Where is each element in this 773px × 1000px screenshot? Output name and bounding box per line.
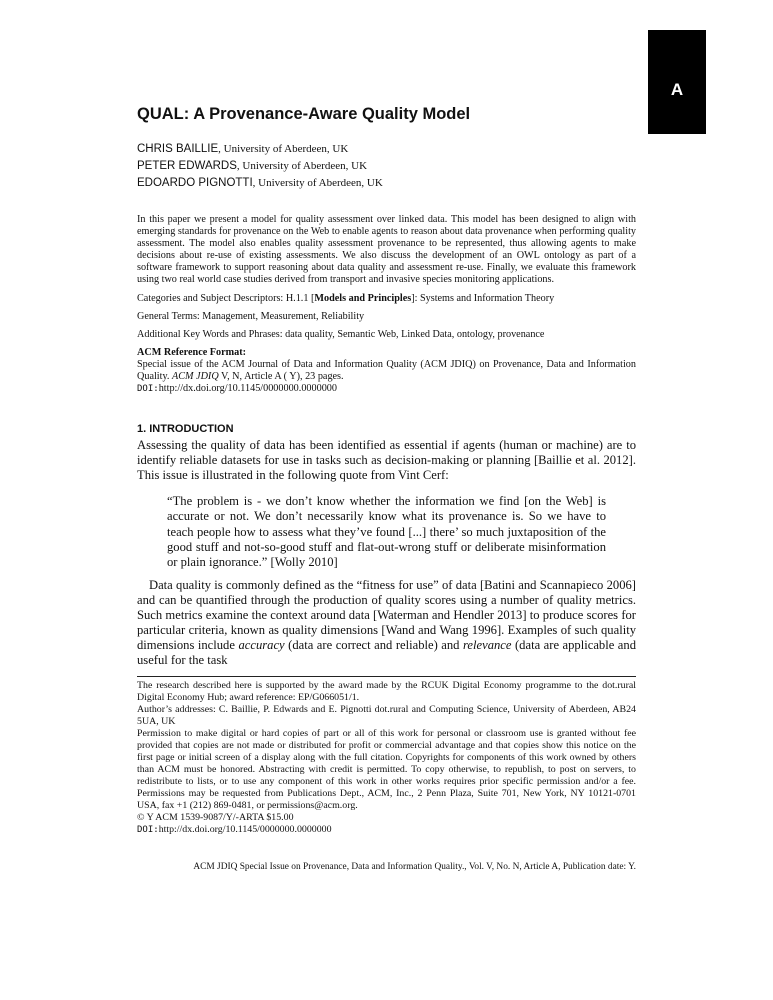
term-relevance: relevance: [463, 638, 512, 653]
footnote-doi: [137, 824, 636, 836]
reference-doi: [137, 383, 636, 395]
doi-link[interactable]: http://dx.doi.org/10.1145/0000000.0000000: [158, 824, 332, 835]
author-affiliation: , University of Aberdeen, UK: [218, 143, 349, 155]
author-name: PETER EDWARDS: [137, 160, 237, 172]
footnote-rule: [137, 676, 636, 677]
author-line: [137, 140, 383, 157]
intro-paragraph-1: Assessing the quality of data has been identified as essential if agents (human or machine) are to identify reliable datasets for use in tasks such as decision-making or planning [Baillie et al. 2012]. This issue is illustrated in the following quote from Vint Cerf:: [137, 438, 636, 482]
funding-note: The research described here is supported by the award made by the RCUK Digital Economy programme to the dot.rural Digital Economy Hub; award reference: EP/G066051/1.: [137, 680, 636, 703]
reference-text-a: Special issue of the ACM Journal of Data and Information Quality (ACM JDIQ) on Provenance, Data and Information Quality.: [137, 358, 636, 383]
reference-journal: ACM JDIQ: [172, 371, 219, 383]
categories-suffix: ]: Systems and Information Theory: [411, 292, 555, 304]
author-affiliation: , University of Aberdeen, UK: [236, 160, 368, 172]
author-name: EDOARDO PIGNOTTI: [137, 177, 253, 189]
abstract: In this paper we present a model for quality assessment over linked data. This model has been designed to align with emerging standards for provenance on the Web to enable agents to reason about data provenance when performing quality assessment. The model also enables quality assessment provenance to be represented, thus allowing agents to make decisions about re-use of existing assessments. We also discuss the development of an OWL ontology as part of a software framework to support reasoning about data quality and assessment re-use. Finally, we evaluate this framework using two real world case studies derived from transport and invasive species monitoring applications.: [137, 214, 636, 286]
front-matter: [137, 214, 636, 395]
author-affiliation: , University of Aberdeen, UK: [252, 177, 383, 189]
author-line: [137, 157, 383, 174]
introduction-body: [137, 438, 636, 668]
author-name: CHRIS BAILLIE: [137, 143, 219, 155]
section-heading: 1. INTRODUCTION: [137, 423, 234, 435]
addresses-note: Author’s addresses: C. Baillie, P. Edwards and E. Pignotti dot.rural and Computing Science, University of Aberdeen, AB24 5UA, UK: [137, 704, 636, 727]
doi-label: DOI:: [137, 384, 159, 395]
permission-note: Permission to make digital or hard copies of part or all of this work for personal or classroom use is granted without fee provided that copies are not made or distributed for profit or commercial advantage and that copies show this notice on the first page or initial screen of a display along with the full citation. Copyrights for components of this work owned by others than ACM must be honored. Abstracting with credit is permitted. To copy otherwise, to republish, to post on servers, to redistribute to lists, or to use any component of this work in other works requires prior specific permission and/or a fee. Permissions may be requested from Publications Dept., ACM, Inc., 2 Penn Plaza, Suite 701, New York, NY 10121-0701 USA, fax +1 (212) 869-0481, or permissions@acm.org.: [137, 728, 636, 811]
general-terms: General Terms: Management, Measurement, Reliability: [137, 310, 365, 322]
doi-link[interactable]: http://dx.doi.org/10.1145/0000000.0000000: [158, 383, 337, 395]
author-line: [137, 174, 383, 191]
paper-title: QUAL: A Provenance-Aware Quality Model: [137, 105, 471, 123]
categories-prefix: Categories and Subject Descriptors: H.1.1 [: [137, 292, 315, 304]
keywords: Additional Key Words and Phrases: data quality, Semantic Web, Linked Data, ontology, provenance: [137, 328, 545, 340]
intro-p2-a: Data quality is commonly defined as the “fitness for use” of data [Batini and Scannapieco 2006] and can be quantified through the production of quality scores using a number of quality metrics. Such metrics examine the context around data [Waterman and Hendler 2013] to produce scores for particular criteria, known as quality dimensions [Wand and Wang 1996]. Examples of such quality dimensions include: [137, 578, 636, 653]
reference-text-b: V, N, Article A ( Y), 23 pages.: [218, 371, 344, 383]
reference-format-heading: ACM Reference Format:: [137, 346, 246, 358]
article-tab: [648, 30, 706, 134]
footnotes: [137, 680, 636, 836]
intro-p2-b: (data are correct and reliable) and: [284, 638, 463, 653]
term-accuracy: accuracy: [238, 638, 285, 653]
author-list: [137, 140, 383, 191]
reference-format-text: [137, 359, 636, 383]
copyright-note: © Y ACM 1539-9087/Y/-ARTA $15.00: [137, 812, 294, 823]
categories-bold: Models and Principles: [314, 292, 412, 304]
doi-label: DOI:: [137, 825, 159, 835]
article-letter: A: [670, 80, 684, 99]
intro-p2-c: (data are applicable and useful for the task: [137, 638, 636, 668]
intro-paragraph-2: [137, 578, 636, 668]
categories: [137, 293, 636, 305]
cerf-quote: “The problem is - we don’t know whether the information we find [on the Web] is accurate or not. We don’t necessarily know what its provenance is. So we have to teach people how to assess what they’ve found [...] there’ so much juxtaposition of the good stuff and not-so-good stuff and flat-out-wrong stuff or deliberate misinformation or plain ignorance.” [Wolly 2010]: [167, 494, 606, 570]
page-footer: ACM JDIQ Special Issue on Provenance, Data and Information Quality., Vol. V, No. N, Article A, Publication date: Y.: [193, 862, 636, 872]
